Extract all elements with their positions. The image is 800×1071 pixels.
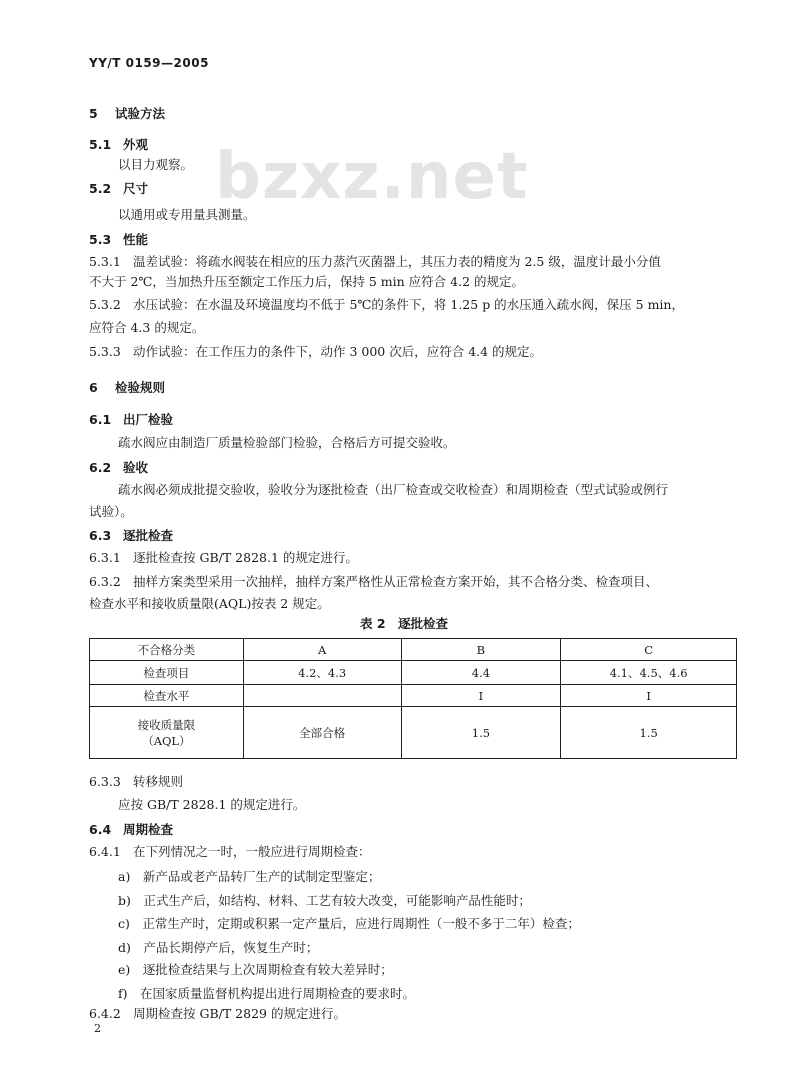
paragraph-line (89, 344, 542, 360)
section-heading (89, 181, 148, 197)
clause-text: 外观 (123, 137, 149, 152)
class-b-cell (401, 639, 561, 661)
clause-text: 转移规则 (133, 774, 184, 789)
standard-code-header: YY/T 0159—2005 (89, 56, 209, 70)
class-a-cell (243, 707, 401, 759)
clause-text: 温差试验：将疏水阀装在相应的压力蒸汽灭菌器上，其压力表的精度为 2.5 级，温度计最小分值 (133, 254, 661, 269)
clause-text: 水压试验：在水温及环境温度均不低于 5℃的条件下，将 1.25 p 的水压通入疏水阀，保压 5 min， (133, 297, 684, 312)
clause-text: 逐批检查 (123, 528, 174, 543)
class-a-cell (243, 685, 401, 707)
clause-text: 以目力观察。 (118, 157, 194, 172)
clause-text: 周期检查按 GB/T 2829 的规定进行。 (133, 1006, 346, 1021)
clause-number: 5.3.2 (89, 297, 121, 312)
clause-text: 检查水平和接收质量限(AQL)按表 2 规定。 (89, 596, 330, 611)
row-label-cell (90, 661, 244, 685)
paragraph-line (89, 844, 371, 860)
clause-number: 5 (89, 106, 98, 121)
table-row (90, 707, 737, 759)
class-b-cell (401, 707, 561, 759)
cell-text: B (476, 642, 486, 657)
class-a-cell (243, 661, 401, 685)
clause-text: 出厂检验 (123, 412, 174, 427)
paragraph-line (118, 797, 305, 813)
class-c-cell (561, 639, 737, 661)
cell-text: 全部合格 (299, 725, 346, 740)
page-number: 2 (94, 1022, 101, 1035)
paragraph-line (118, 435, 456, 451)
section-heading (89, 380, 165, 396)
clause-text: f) 在国家质量监督机构提出进行周期检查的要求时。 (118, 986, 416, 1001)
section-heading (89, 232, 148, 248)
cell-text: Ⅰ (478, 688, 484, 703)
clause-number: 6.4.2 (89, 1006, 121, 1021)
cell-text: 4.4 (471, 665, 491, 680)
clause-text: 抽样方案类型采用一次抽样，抽样方案严格性从正常检查方案开始，其不合格分类、检查项目、 (133, 574, 659, 589)
clause-number: 6.3.1 (89, 550, 121, 565)
paragraph-line (89, 254, 661, 270)
clause-number: 5.3 (89, 232, 112, 247)
clause-number: 6.3.2 (89, 574, 121, 589)
clause-text: 疏水阀必须成批提交验收，验收分为逐批检查（出厂检查或交收检查）和周期检查（型式试验或例行 (118, 482, 669, 497)
cell-text: Ⅰ (646, 688, 651, 703)
watermark: bzxz.net (215, 140, 529, 214)
clause-text: b) 正式生产后，如结构、材料、工艺有较大改变，可能影响产品性能时； (118, 893, 531, 908)
paragraph-line (89, 574, 658, 590)
clause-number: 6.1 (89, 412, 112, 427)
cell-text: 4.2、4.3 (298, 665, 347, 680)
clause-number: 6.4 (89, 822, 112, 837)
paragraph-line (118, 207, 256, 223)
clause-number: 5.3.3 (89, 344, 121, 359)
section-heading (89, 137, 148, 153)
clause-number: 5.2 (89, 181, 112, 196)
clause-number: 6.2 (89, 460, 112, 475)
cell-text: 接收质量限 (137, 717, 196, 732)
paragraph-line (89, 274, 524, 290)
clause-text: 在下列情况之一时，一般应进行周期检查： (133, 844, 371, 859)
section-heading (89, 822, 173, 838)
clause-text: 应符合 4.3 的规定。 (89, 320, 205, 335)
section-heading (89, 412, 173, 428)
cell-text: 1.5 (639, 725, 658, 740)
table-caption: 表 2 逐批检查 (360, 616, 449, 631)
paragraph-line (89, 550, 358, 566)
paragraph-line (89, 504, 133, 520)
clause-text: 逐批检查按 GB/T 2828.1 的规定进行。 (133, 550, 358, 565)
cell-text: C (644, 642, 654, 657)
class-b-cell (401, 685, 561, 707)
class-c-cell (561, 707, 737, 759)
cell-text: 1.5 (471, 725, 491, 740)
paragraph-line (89, 774, 183, 790)
paragraph-line (89, 320, 204, 336)
class-c-cell (561, 661, 737, 685)
clause-text: 周期检查 (123, 822, 174, 837)
table-row (90, 639, 737, 661)
clause-text: 检验规则 (115, 380, 166, 395)
clause-text: 不大于 2℃，当加热升压至额定工作压力后，保持 5 min 应符合 4.2 的规定。 (89, 274, 525, 289)
paragraph-line (118, 482, 668, 498)
clause-text: 性能 (123, 232, 149, 247)
table-row (90, 661, 737, 685)
clause-number: 5.1 (89, 137, 112, 152)
clause-text: e) 逐批检查结果与上次周期检查有较大差异时； (118, 962, 393, 977)
clause-text: c) 正常生产时，定期或积累一定产量后，应进行周期性（一般不多于二年）检查； (118, 916, 580, 931)
class-b-cell (401, 661, 561, 685)
clause-number: 5.3.1 (89, 254, 121, 269)
clause-text: 动作试验：在工作压力的条件下，动作 3 000 次后，应符合 4.4 的规定。 (133, 344, 543, 359)
clause-text: 试验方法 (115, 106, 166, 121)
clause-text: 验收 (123, 460, 149, 475)
cell-text: 检查项目 (143, 665, 190, 680)
row-label-cell (90, 707, 244, 759)
paragraph-line (89, 1006, 346, 1022)
paragraph-line (89, 596, 330, 612)
table-row (90, 685, 737, 707)
clause-text: 应按 GB/T 2828.1 的规定进行。 (118, 797, 306, 812)
clause-text: 以通用或专用量具测量。 (118, 207, 256, 222)
inspection-table (89, 638, 737, 759)
clause-text: 试验）。 (89, 504, 133, 519)
clause-number: 6.4.1 (89, 844, 121, 859)
paragraph-line (89, 297, 684, 313)
paragraph-line (118, 157, 193, 173)
clause-text: a) 新产品或老产品转厂生产的试制定型鉴定； (118, 869, 381, 884)
cell-text: 检查水平 (143, 688, 190, 703)
section-heading (89, 106, 165, 122)
cell-text: （AQL） (142, 733, 191, 748)
class-c-cell (561, 685, 737, 707)
list-item (118, 916, 580, 932)
section-heading (89, 528, 173, 544)
list-item (118, 986, 415, 1002)
class-a-cell (243, 639, 401, 661)
clause-text: 尺寸 (123, 181, 149, 196)
section-heading (89, 460, 148, 476)
list-item (118, 940, 318, 956)
cell-text: A (318, 642, 327, 657)
cell-text: 4.1、4.5、4.6 (609, 665, 688, 680)
list-item (118, 869, 380, 885)
cell-text: 不合格分类 (137, 642, 196, 657)
clause-number: 6.3.3 (89, 774, 121, 789)
list-item (118, 893, 531, 909)
list-item (118, 962, 393, 978)
clause-number: 6.3 (89, 528, 112, 543)
clause-number: 6 (89, 380, 98, 395)
clause-text: d) 产品长期停产后，恢复生产时； (118, 940, 319, 955)
row-label-cell (90, 685, 244, 707)
clause-text: 疏水阀应由制造厂质量检验部门检验，合格后方可提交验收。 (118, 435, 456, 450)
row-label-cell (90, 639, 244, 661)
